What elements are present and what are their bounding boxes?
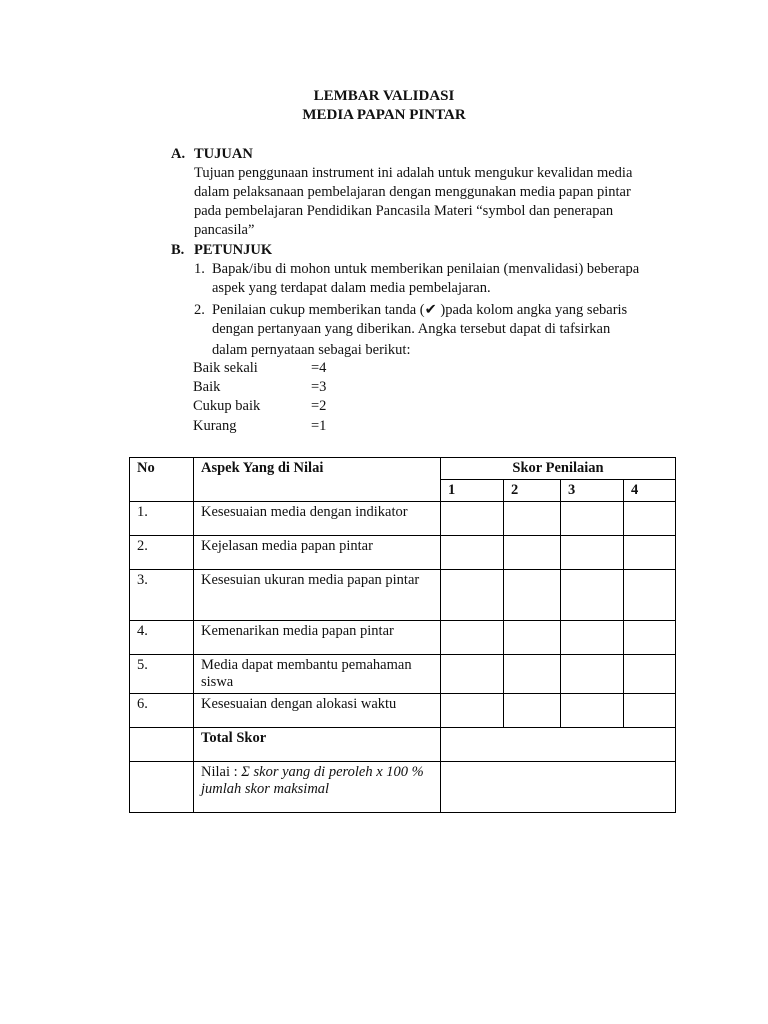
total-row [130, 728, 676, 762]
score-cell[interactable] [441, 570, 504, 621]
section-a-line: pancasila” [194, 222, 255, 238]
scale-value: =3 [311, 379, 327, 395]
score-cell[interactable] [504, 502, 561, 536]
section-a-line: pada pembelajaran Pendidikan Pancasila Materi “symbol dan penerapan [194, 203, 614, 219]
score-column-2: 2 [504, 480, 561, 502]
row-number: 4. [130, 621, 194, 655]
row-number: 6. [130, 694, 194, 728]
nilai-formula: Σ skor yang di peroleh x 100 % jumlah skor maksimal [201, 764, 424, 797]
instruction-line: dengan pertanyaan yang diberikan. Angka tersebut dapat di tafsirkan [212, 321, 611, 337]
total-value-cell[interactable] [441, 728, 676, 762]
nilai-formula-cell [194, 762, 441, 813]
score-cell[interactable] [504, 621, 561, 655]
nilai-value-cell[interactable] [441, 762, 676, 813]
scale-label: Baik [193, 379, 221, 395]
validation-table [129, 457, 676, 813]
section-b-marker: B. [171, 242, 185, 258]
score-cell[interactable] [441, 536, 504, 570]
header-no: No [130, 458, 194, 502]
section-a-line: Tujuan penggunaan instrument ini adalah untuk mengukur kevalidan media [194, 165, 633, 181]
row-number: 5. [130, 655, 194, 694]
score-cell[interactable] [561, 694, 624, 728]
score-cell[interactable] [561, 570, 624, 621]
instruction-number: 1. [194, 261, 205, 277]
score-cell[interactable] [441, 655, 504, 694]
document-subtitle: MEDIA PAPAN PINTAR [302, 107, 466, 123]
score-cell[interactable] [441, 502, 504, 536]
row-aspect: Kesesuaian dengan alokasi waktu [194, 694, 441, 728]
score-cell[interactable] [561, 655, 624, 694]
row-aspect: Kesesuaian media dengan indikator [194, 502, 441, 536]
section-a-heading: TUJUAN [194, 146, 253, 162]
nilai-prefix: Nilai : [201, 764, 242, 780]
score-column-1: 1 [441, 480, 504, 502]
table-row [130, 655, 676, 694]
score-cell[interactable] [624, 655, 676, 694]
row-number: 2. [130, 536, 194, 570]
score-cell[interactable] [504, 694, 561, 728]
score-column-4: 4 [624, 480, 676, 502]
score-cell[interactable] [561, 502, 624, 536]
score-cell[interactable] [441, 621, 504, 655]
row-aspect: Media dapat membantu pemahaman siswa [194, 655, 441, 694]
table-row [130, 694, 676, 728]
header-aspect: Aspek Yang di Nilai [194, 458, 441, 502]
row-number: 1. [130, 502, 194, 536]
score-cell[interactable] [624, 694, 676, 728]
row-number: 3. [130, 570, 194, 621]
scale-label: Cukup baik [193, 398, 261, 414]
row-aspect: Kesesuian ukuran media papan pintar [194, 570, 441, 621]
scale-label: Baik sekali [193, 360, 258, 376]
table-row [130, 536, 676, 570]
total-empty-cell [130, 728, 194, 762]
section-a-marker: A. [171, 146, 186, 162]
score-cell[interactable] [441, 694, 504, 728]
score-cell[interactable] [624, 536, 676, 570]
score-cell[interactable] [504, 570, 561, 621]
document-title: LEMBAR VALIDASI [313, 88, 455, 104]
score-cell[interactable] [624, 502, 676, 536]
scale-value: =2 [311, 398, 327, 414]
score-column-3: 3 [561, 480, 624, 502]
section-b-heading: PETUNJUK [194, 242, 273, 258]
table-row [130, 570, 676, 621]
section-a-line: dalam pelaksanaan pembelajaran dengan menggunakan media papan pintar [194, 184, 631, 200]
scale-value: =4 [311, 360, 327, 376]
instruction-line: Penilaian cukup memberikan tanda (✔ )pada kolom angka yang sebaris [212, 302, 628, 318]
score-cell[interactable] [561, 536, 624, 570]
nilai-row [130, 762, 676, 813]
instruction-number: 2. [194, 302, 205, 318]
row-aspect: Kemenarikan media papan pintar [194, 621, 441, 655]
total-label: Total Skor [194, 728, 441, 762]
row-aspect: Kejelasan media papan pintar [194, 536, 441, 570]
header-score: Skor Penilaian [441, 458, 676, 480]
score-cell[interactable] [624, 570, 676, 621]
table-row [130, 621, 676, 655]
scale-label: Kurang [193, 418, 237, 434]
scale-value: =1 [311, 418, 327, 434]
instruction-line: Bapak/ibu di mohon untuk memberikan penilaian (menvalidasi) beberapa [212, 261, 640, 277]
score-cell[interactable] [624, 621, 676, 655]
score-cell[interactable] [561, 621, 624, 655]
score-cell[interactable] [504, 655, 561, 694]
nilai-empty-cell [130, 762, 194, 813]
instruction-line: dalam pernyataan sebagai berikut: [212, 342, 411, 358]
score-cell[interactable] [504, 536, 561, 570]
instruction-line: aspek yang terdapat dalam media pembelajaran. [212, 280, 491, 296]
table-row [130, 502, 676, 536]
table-header-row [130, 458, 676, 480]
